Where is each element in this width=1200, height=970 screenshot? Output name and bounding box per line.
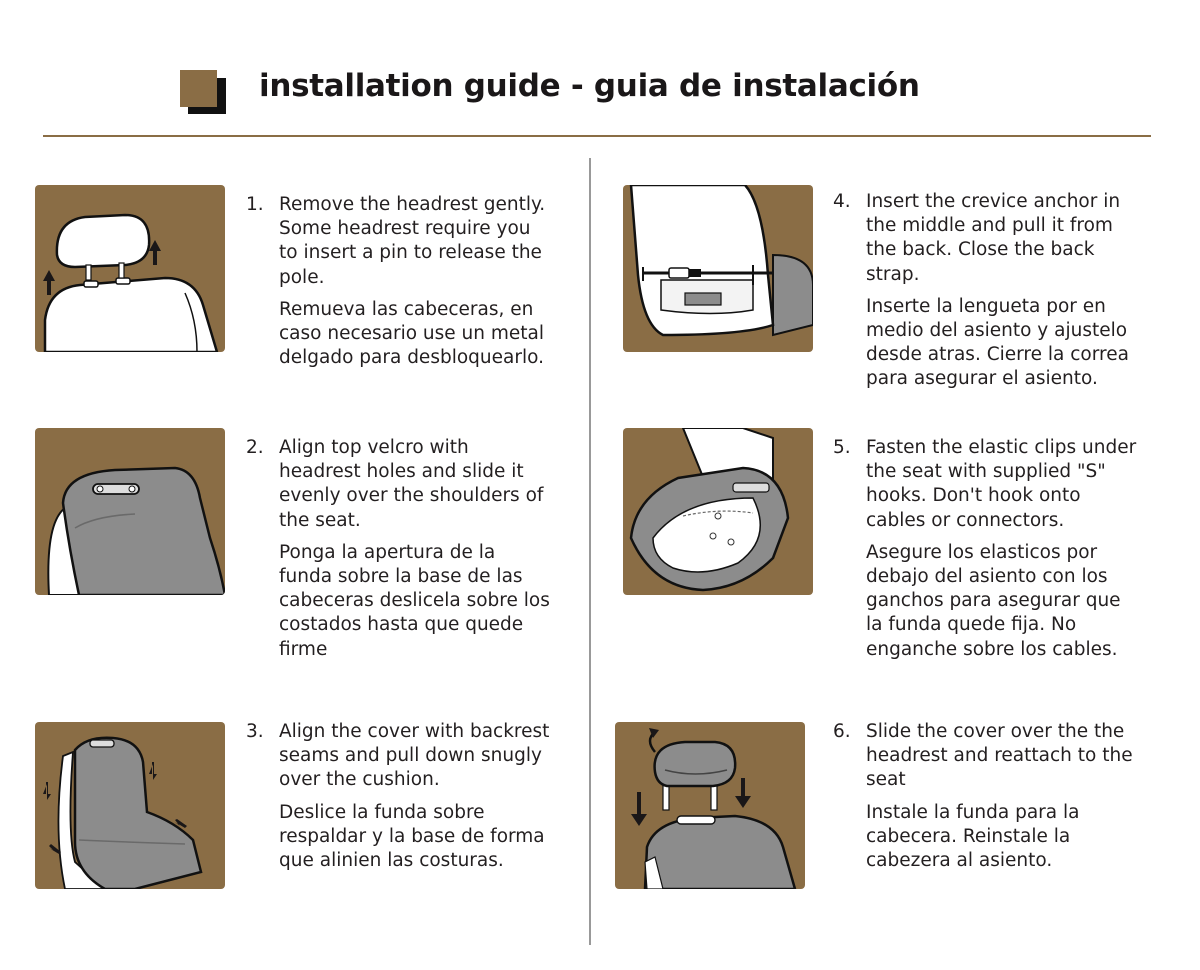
step-text-en: Slide the cover over the the headrest and reattach to the seat [866,721,1133,791]
step-number: 4. [833,191,851,212]
step-2 [246,436,551,662]
step-5 [833,436,1138,662]
step-text-es: Asegure los elasticos por debajo del asiento con los ganchos para asegurar que la funda quede fija. No enganche sobre los cables. [866,541,1121,660]
step-text-en: Align the cover with backrest seams and pull down snugly over the cushion. [279,721,550,791]
step-number: 3. [246,721,264,742]
step-4 [833,190,1138,392]
step-text-es: Instale la funda para la cabecera. Reinstale la cabezera al asiento. [866,801,1080,872]
step-text-es: Ponga la apertura de la funda sobre la base de las cabeceras deslicela sobre los costados hasta que quede firme [279,541,550,660]
step-text-en: Align top velcro with headrest holes and slide it evenly over the shoulders of the seat. [279,437,544,531]
step-number: 2. [246,437,264,458]
step-text-es: Remueva las cabeceras, en caso necesario use un metal delgado para desbloquearlo. [279,298,545,369]
title-underline [43,135,1151,137]
rotate-arrow-icon [649,728,659,752]
step-5-illustration [623,428,813,595]
step-3-illustration [35,722,225,889]
column-divider [589,158,591,945]
step-1-illustration [35,185,225,352]
step-text-en: Remove the headrest gently. Some headrest require you to insert a pin to release the pole. [279,194,546,288]
step-number: 1. [246,194,264,215]
page-title: installation guide - guia de instalación [259,68,920,104]
step-text-es: Deslice la funda sobre respaldar y la base de forma que alinien las costuras. [279,801,545,872]
step-number: 5. [833,437,851,458]
step-4-illustration [623,185,813,352]
step-text-es: Inserte la lengueta por en medio del asiento y ajustelo desde atras. Cierre la correa para asegurar el asiento. [866,295,1129,390]
step-6 [833,720,1138,873]
step-1 [246,193,551,370]
step-6-illustration [615,722,805,889]
step-number: 6. [833,721,851,742]
step-text-en: Insert the crevice anchor in the middle and pull it from the back. Close the back strap. [866,191,1121,285]
step-2-illustration [35,428,225,595]
step-text-en: Fasten the elastic clips under the seat with supplied "S" hooks. Don't hook onto cables or connectors. [866,437,1137,531]
logo-square-icon [180,70,228,116]
step-3 [246,720,551,873]
logo-accent [180,70,217,107]
